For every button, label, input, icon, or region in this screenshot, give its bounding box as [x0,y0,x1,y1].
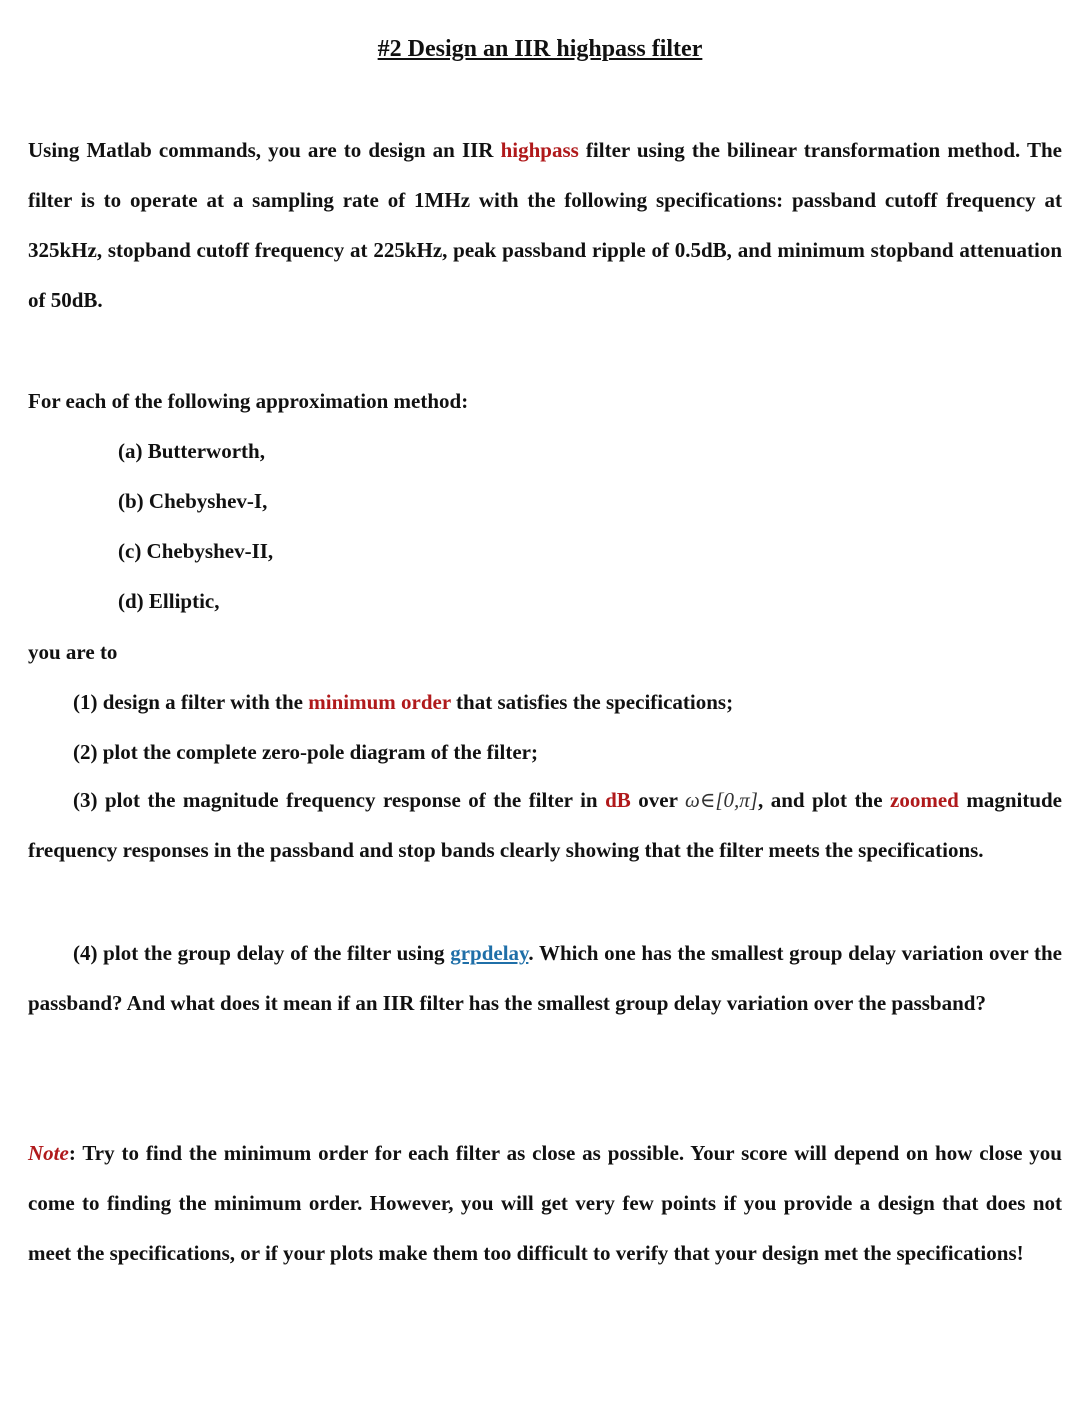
omega-range-math: ω∈[0,π] [684,788,758,812]
note-text: Try to find the minimum order for each filter as close as possible. Your score will depend on how close you come to finding the minimum order. However, you will get very few points if you provide a design that does not meet the specifications, or if your plots make them too difficult to verify that your design met the specifications! [28,1141,1062,1265]
note-label: Note [28,1141,69,1165]
method-item-elliptic: (d) Elliptic, [118,589,220,613]
note-colon: : [68,1141,76,1165]
page-title: #2 Design an IIR highpass filter [377,36,703,62]
task-3-before: (3) plot the magnitude frequency response of the filter in [73,788,606,812]
method-item-chebyshev-2: (c) Chebyshev-II, [118,539,274,563]
intro-text-after: filter using the bilinear transformation method. The filter is to operate at a sampling rate of 1MHz with the following specifications: passband cutoff frequency at 325kHz, stopband cutoff frequency at 225kHz, peak passband ripple of 0.5dB, and minimum stopband attenuation of 50dB. [28,138,1062,312]
intro-text-before: Using Matlab commands, you are to design an IIR [28,138,501,162]
task-1-after: that satisfies the specifications; [450,690,734,714]
method-item-butterworth: (a) Butterworth, [118,439,265,463]
task-3-over: over [630,788,685,812]
minimum-order-highlight: minimum order [308,690,451,714]
task-1-before: (1) design a filter with the [73,690,309,714]
db-highlight: dB [605,788,631,812]
methods-intro: For each of the following approximation method: [28,389,469,413]
task-3-mid: , and plot the [757,788,891,812]
task-2: (2) plot the complete zero-pole diagram of the filter; [73,740,538,764]
you-are-to: you are to [28,640,118,664]
intro-paragraph [28,125,1062,325]
grpdelay-link[interactable]: grpdelay [450,941,529,965]
task-4-after: . Which one has the smallest group delay variation over the passband? And what does it mean if an IIR filter has the smallest group delay variation over the passband? [28,941,1062,1015]
task-3 [28,775,1062,875]
task-4-before: (4) plot the group delay of the filter using [73,941,451,965]
zoomed-highlight: zoomed [890,788,959,812]
highpass-highlight: highpass [500,138,579,162]
task-3-after: magnitude frequency responses in the passband and stop bands clearly showing that the filter meets the specifications. [28,788,1062,862]
task-1 [28,677,1062,727]
task-4 [28,928,1062,1028]
method-item-chebyshev-1: (b) Chebyshev-I, [118,489,268,513]
note-paragraph [28,1128,1062,1278]
